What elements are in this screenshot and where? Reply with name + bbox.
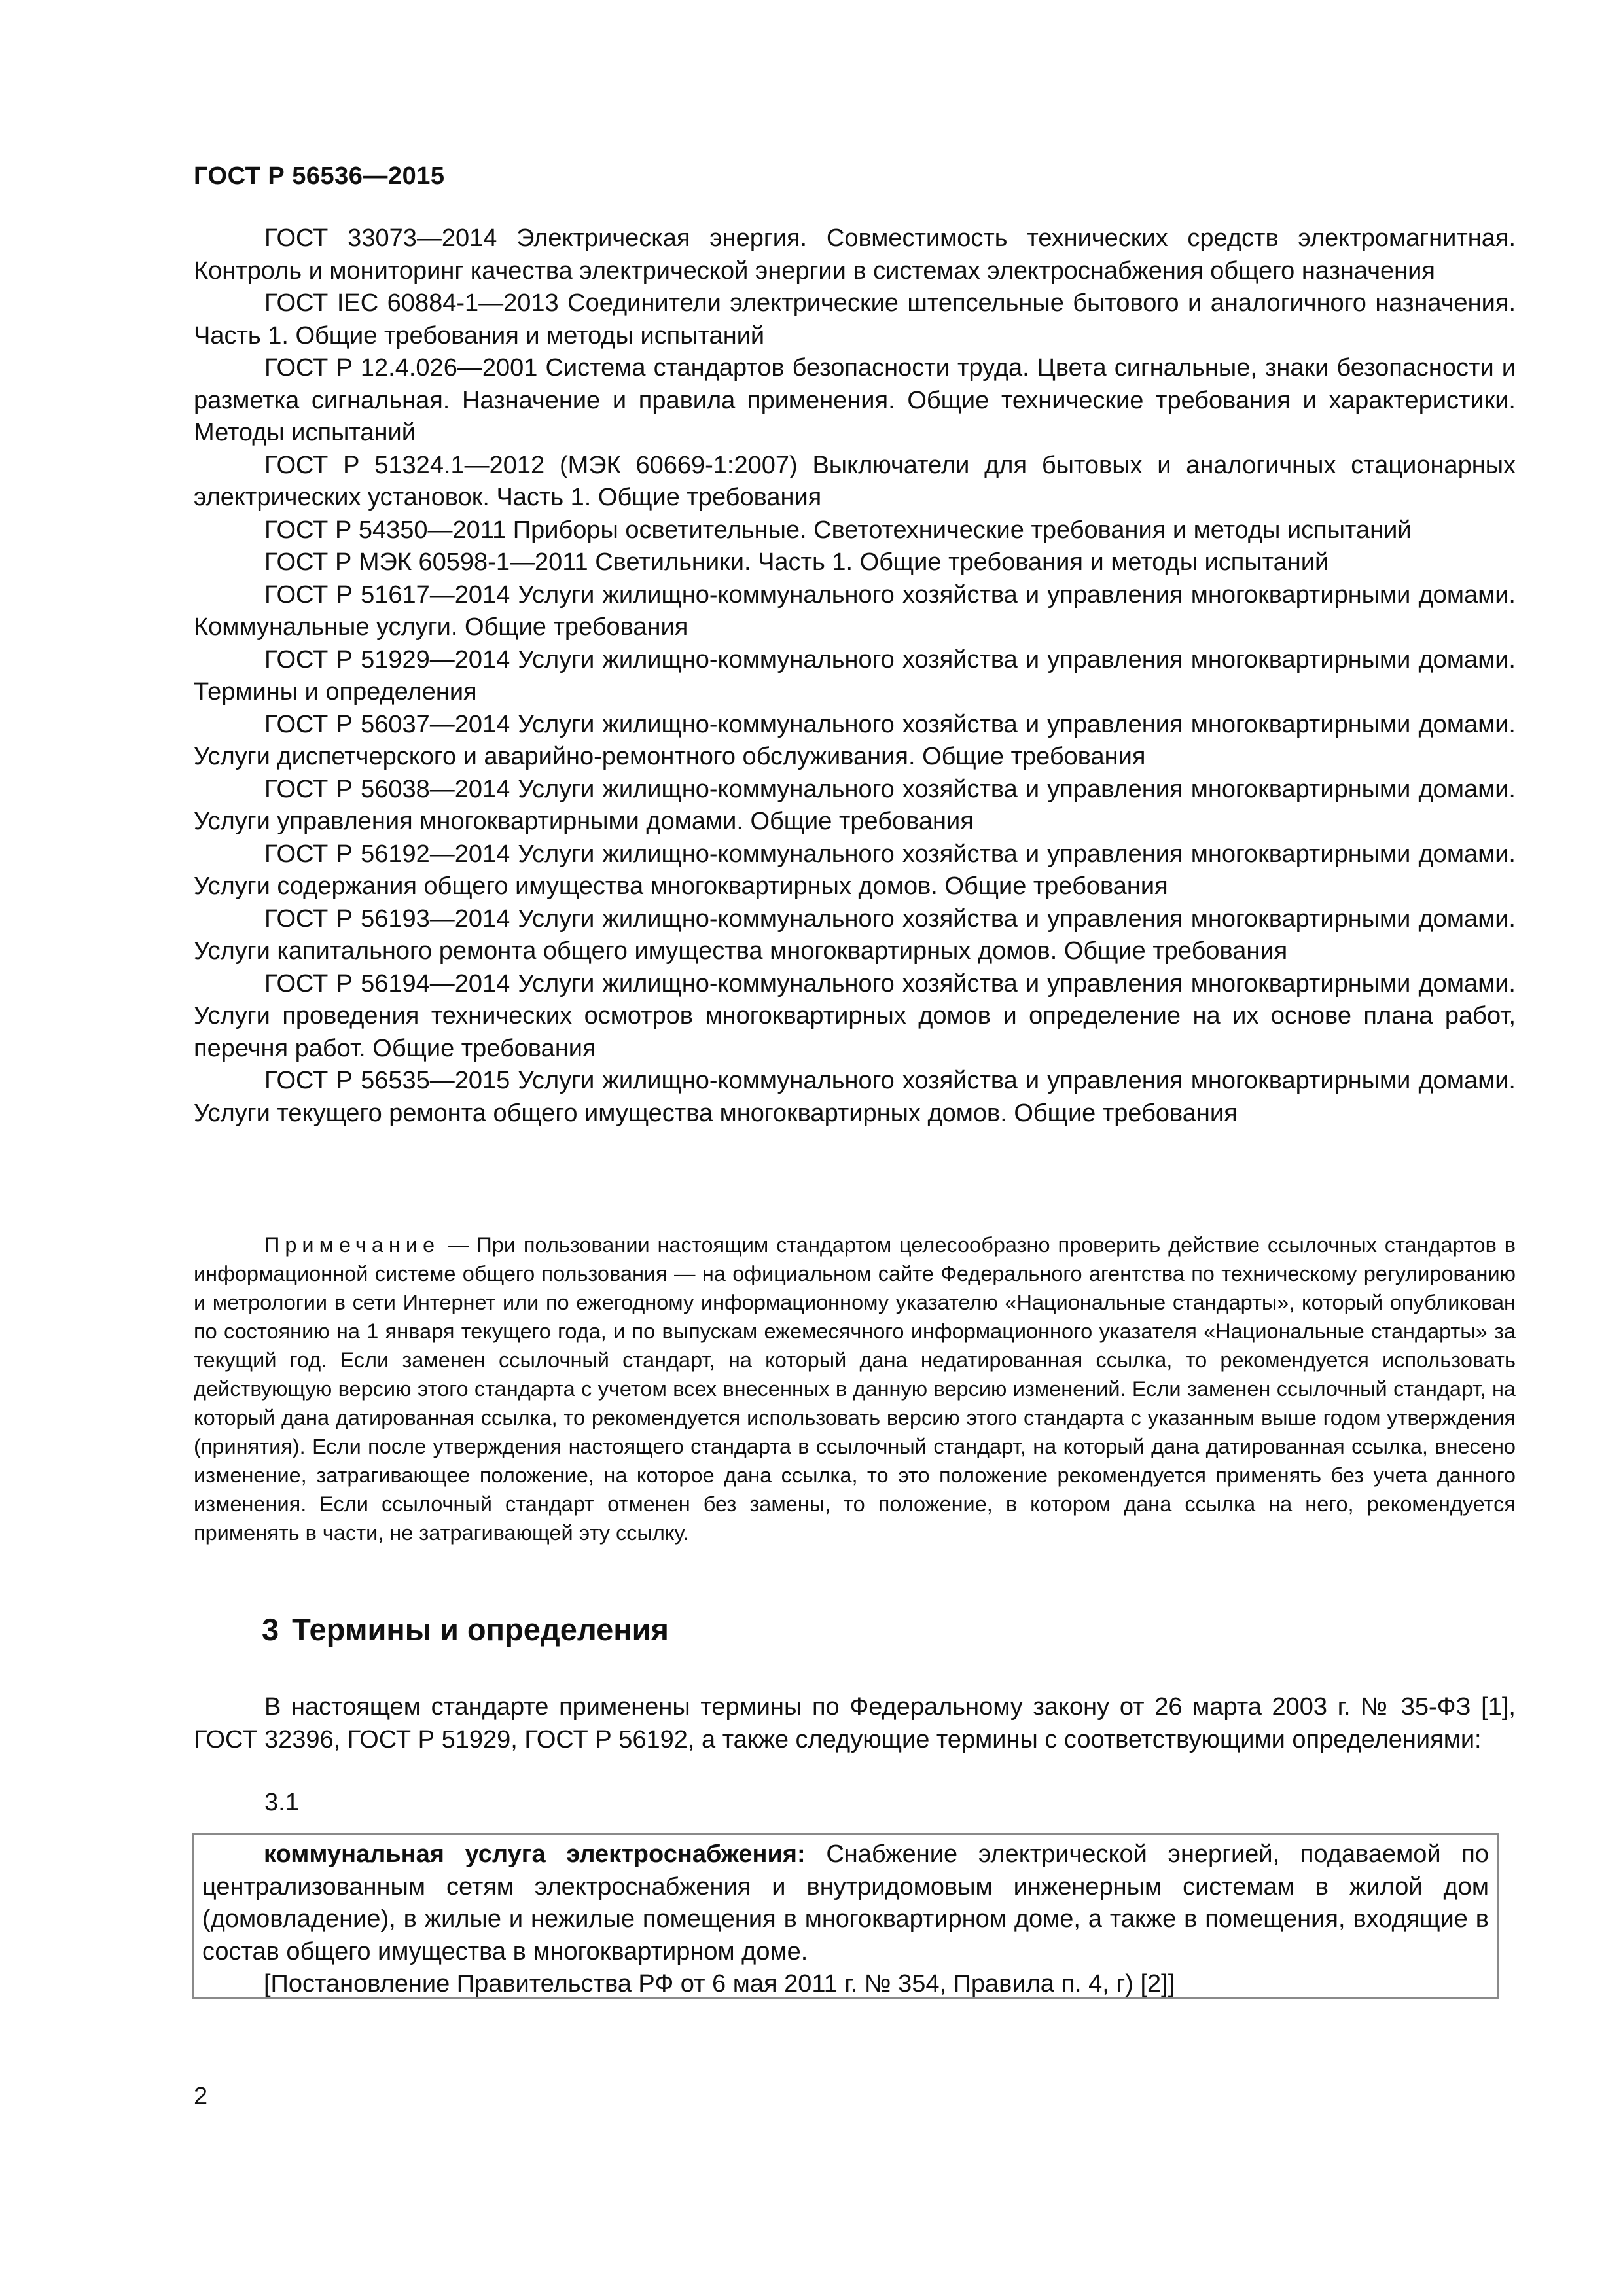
reference-item: ГОСТ 33073—2014 Электрическая энергия. Совместимость технических средств электромагнитная. Контроль и мониторинг качества электрической энергии в системах электроснабжения общего назначения xyxy=(194,224,1516,285)
term-definition xyxy=(202,1839,1489,1968)
reference-item: ГОСТ Р 51324.1—2012 (МЭК 60669-1:2007) Выключатели для бытовых и аналогичных стационарных электрических установок. Часть 1. Общие требования xyxy=(194,451,1516,511)
term-definition-box xyxy=(192,1833,1499,1999)
note-paragraph xyxy=(194,1230,1516,1547)
reference-item: ГОСТ Р 56037—2014 Услуги жилищно-коммунального хозяйства и управления многоквартирными домами. Услуги диспетчерского и аварийно-ремонтного обслуживания. Общие требования xyxy=(194,710,1516,770)
section-heading xyxy=(262,1611,669,1647)
reference-item: ГОСТ Р 56535—2015 Услуги жилищно-коммунального хозяйства и управления многоквартирными домами. Услуги текущего ремонта общего имущества многоквартирных домов. Общие требования xyxy=(194,1067,1516,1127)
document-header: ГОСТ Р 56536—2015 xyxy=(194,162,445,190)
reference-item: ГОСТ Р 56038—2014 Услуги жилищно-коммунального хозяйства и управления многоквартирными домами. Услуги управления многоквартирными домами. Общие требования xyxy=(194,775,1516,835)
term-source: [Постановление Правительства РФ от 6 мая 2011 г. № 354, Правила п. 4, г) [2]] xyxy=(264,1970,1175,1998)
note-label: Примечание xyxy=(264,1233,440,1257)
term-name: коммунальная услуга электроснабжения: xyxy=(264,1840,806,1868)
section-number: 3 xyxy=(262,1612,279,1647)
reference-item: ГОСТ Р 56193—2014 Услуги жилищно-коммунального хозяйства и управления многоквартирными домами. Услуги капитального ремонта общего имущества многоквартирных домов. Общие требования xyxy=(194,905,1516,965)
reference-item: ГОСТ Р МЭК 60598-1—2011 Светильники. Часть 1. Общие требования и методы испытаний xyxy=(264,548,1329,576)
normative-references-list xyxy=(194,223,1516,1130)
term-definition-text: Снабжение электрической энергией, подаваемой по централизованным сетям электроснабжения и внутридомовым инженерным системам в жилой дом (домовладение), в жилые и нежилые помещения в многоквартирном доме, а также в помещения, входящие в состав общего имущества в многоквартирном доме. xyxy=(202,1840,1489,1965)
section-intro: В настоящем стандарте применены термины по Федеральному закону от 26 марта 2003 г. № 35-ФЗ [1], ГОСТ 32396, ГОСТ Р 51929, ГОСТ Р 56192, а также следующие термины с соответствующими определениями: xyxy=(194,1693,1516,1753)
section-title: Термины и определения xyxy=(292,1612,669,1647)
reference-item: ГОСТ Р 56192—2014 Услуги жилищно-коммунального хозяйства и управления многоквартирными домами. Услуги содержания общего имущества многоквартирных домов. Общие требования xyxy=(194,840,1516,900)
reference-item: ГОСТ Р 51929—2014 Услуги жилищно-коммунального хозяйства и управления многоквартирными домами. Термины и определения xyxy=(194,645,1516,706)
note-text: — При пользовании настоящим стандартом целесообразно проверить действие ссылочных стандартов в информационной системе общего пользования — на официальном сайте Федерального агентства по техническому регулированию и метрологии в сети Интернет или по ежегодному информационному указателю «Национальные стандарты», который опубликован по состоянию на 1 января текущего года, и по выпускам ежемесячного информационного указателя «Национальные стандарты» за текущий год. Если заменен ссылочный стандарт, на который дана недатированная ссылка, то рекомендуется использовать действующую версию этого стандарта с учетом всех внесенных в данную версию изменений. Если заменен ссылочный стандарт, на который дана датированная ссылка, то рекомендуется использовать версию этого стандарта с указанным выше годом утверждения (принятия). Если после утверждения настоящего стандарта в ссылочный стандарт, на который дана датированная ссылка, внесено изменение, затрагивающее положение, на которое дана ссылка, то это положение рекомендуется применять без учета данного изменения. Если ссылочный стандарт отменен без замены, то положение, в котором дана ссылка на него, рекомендуется применять в части, не затрагивающей эту ссылку. xyxy=(194,1233,1516,1545)
reference-item: ГОСТ Р 56194—2014 Услуги жилищно-коммунального хозяйства и управления многоквартирными домами. Услуги проведения технических осмотров многоквартирных домов и определение на их основе плана работ, перечня работ. Общие требования xyxy=(194,969,1516,1062)
page-number: 2 xyxy=(194,2083,208,2110)
reference-item: ГОСТ IEC 60884-1—2013 Соединители электрические штепсельные бытового и аналогичного назначения. Часть 1. Общие требования и методы испытаний xyxy=(194,289,1516,350)
reference-item: ГОСТ Р 51617—2014 Услуги жилищно-коммунального хозяйства и управления многоквартирными домами. Коммунальные услуги. Общие требования xyxy=(194,581,1516,641)
term-number: 3.1 xyxy=(264,1789,299,1816)
reference-item: ГОСТ Р 12.4.026—2001 Система стандартов безопасности труда. Цвета сигнальные, знаки безопасности и разметка сигнальная. Назначение и правила применения. Общие технические требования и характеристики. Методы испытаний xyxy=(194,354,1516,446)
reference-item: ГОСТ Р 54350—2011 Приборы осветительные. Светотехнические требования и методы испытаний xyxy=(264,516,1412,544)
